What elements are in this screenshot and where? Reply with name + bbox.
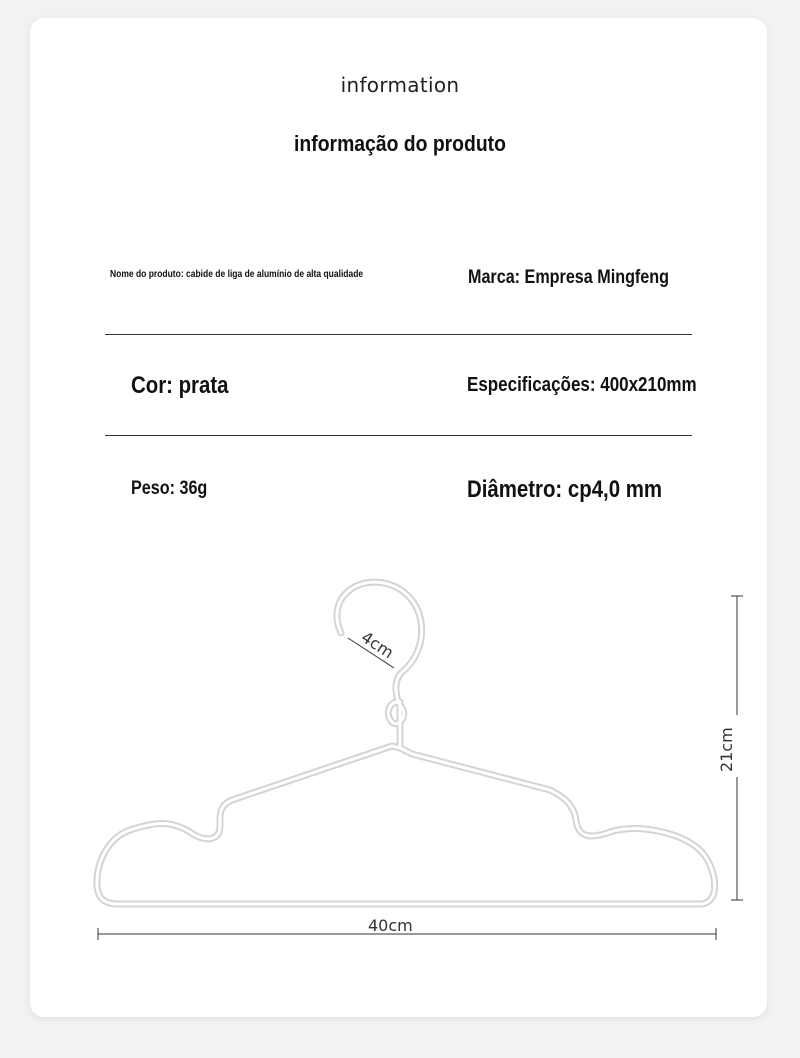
diameter-text: Diâmetro: cp4,0 mm	[467, 476, 662, 503]
product-name-text: Nome do produto: cabide de liga de alumínio de alta qualidade	[110, 269, 364, 280]
hanger-icon	[97, 582, 715, 904]
weight-text: Peso: 36g	[131, 478, 208, 499]
specifications-text: Especificações: 400x210mm	[467, 374, 697, 396]
width-dimension-label: 40cm	[368, 916, 413, 935]
page-title-portuguese: informação do produto	[294, 131, 506, 156]
page-title-english: information	[340, 73, 460, 97]
hook-dimension-label: 4cm	[357, 627, 398, 663]
color-text: Cor: prata	[131, 372, 229, 399]
height-dimension-label: 21cm	[717, 727, 736, 772]
height-dimension	[717, 596, 748, 900]
hook-dimension	[348, 627, 397, 668]
width-dimension	[98, 916, 716, 940]
brand-text: Marca: Empresa Mingfeng	[468, 267, 670, 288]
